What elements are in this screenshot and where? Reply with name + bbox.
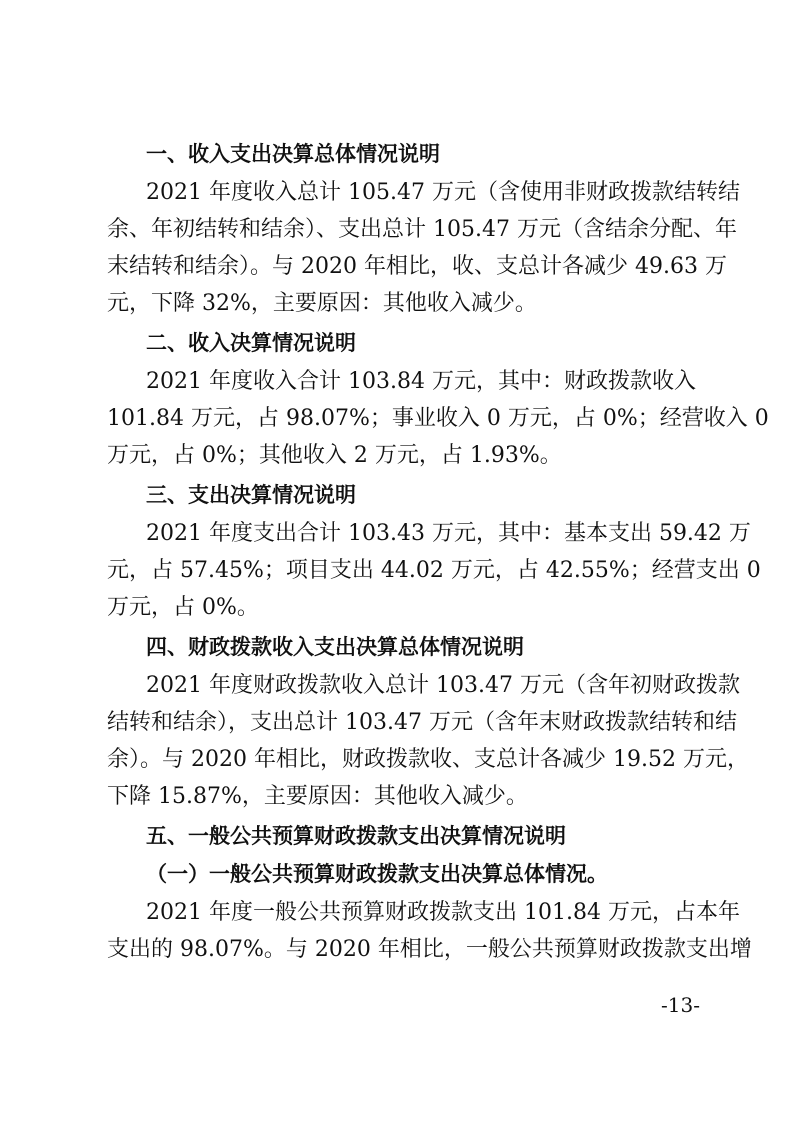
- paragraph-line: 2021 年度支出合计 103.43 万元，其中：基本支出 59.42 万: [146, 521, 751, 546]
- section-heading-2: 二、收入决算情况说明: [146, 331, 356, 355]
- paragraph-line: 末结转和结余）。与 2020 年相比，收、支总计各减少 49.63 万: [107, 254, 727, 279]
- paragraph-line: 余、年初结转和结余）、支出总计 105.47 万元（含结余分配、年: [107, 217, 737, 242]
- paragraph-line: 2021 年度一般公共预算财政拨款支出 101.84 万元，占本年: [146, 900, 740, 925]
- paragraph-line: 2021 年度财政拨款收入总计 103.47 万元（含年初财政拨款: [146, 673, 740, 698]
- paragraph-line: 2021 年度收入合计 103.84 万元，其中：财政拨款收入: [146, 369, 696, 394]
- paragraph-line: 下降 15.87%，主要原因：其他收入减少。: [107, 784, 528, 809]
- paragraph-line: 万元，占 0%；其他收入 2 万元，占 1.93%。: [107, 443, 562, 468]
- page-number: -13-: [661, 993, 700, 1017]
- section-heading-3: 三、支出决算情况说明: [146, 483, 356, 507]
- paragraph-line: 万元，占 0%。: [107, 595, 259, 620]
- subsection-heading: （一）一般公共预算财政拨款支出决算总体情况。: [146, 862, 608, 886]
- paragraph-line: 结转和结余），支出总计 103.47 万元（含年末财政拨款结转和结: [107, 710, 737, 735]
- section-heading-5: 五、一般公共预算财政拨款支出决算情况说明: [146, 824, 566, 848]
- paragraph-line: 2021 年度收入总计 105.47 万元（含使用非财政拨款结转结: [146, 180, 740, 205]
- section-heading-4: 四、财政拨款收入支出决算总体情况说明: [146, 635, 524, 659]
- paragraph-line: 支出的 98.07%。与 2020 年相比，一般公共预算财政拨款支出增: [107, 937, 752, 962]
- paragraph-line: 元，下降 32%，主要原因：其他收入减少。: [107, 291, 537, 316]
- paragraph-line: 元，占 57.45%；项目支出 44.02 万元，占 42.55%；经营支出 0: [107, 558, 761, 583]
- paragraph-line: 101.84 万元，占 98.07%；事业收入 0 万元，占 0%；经营收入 0: [107, 406, 769, 431]
- section-heading-1: 一、收入支出决算总体情况说明: [146, 142, 440, 166]
- paragraph-line: 余）。与 2020 年相比，财政拨款收、支总计各减少 19.52 万元，: [107, 747, 749, 772]
